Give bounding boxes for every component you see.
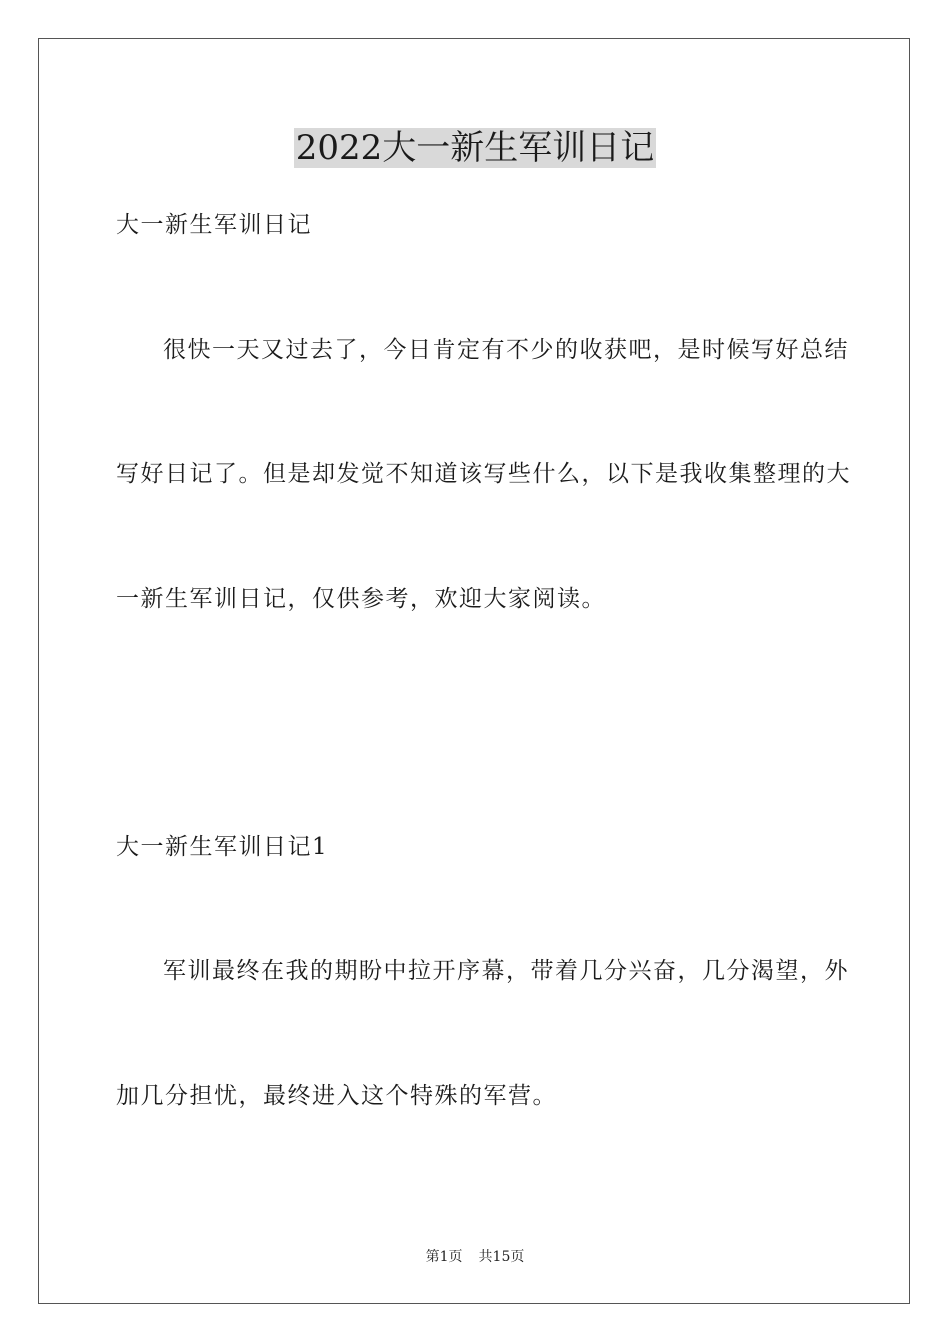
page-footer [0, 1247, 950, 1267]
paragraph-line: 很快一天又过去了，今日肯定有不少的收获吧，是时候写好总结 [163, 337, 849, 363]
paragraph-line: 写好日记了。但是却发觉不知道该写些什么，以下是我收集整理的大 [116, 461, 851, 487]
section-heading: 大一新生军训日记 [116, 212, 312, 238]
document-title [0, 126, 950, 170]
paragraph-line: 加几分担忧，最终进入这个特殊的军营。 [116, 1083, 557, 1109]
paragraph-line: 一新生军训日记，仅供参考，欢迎大家阅读。 [116, 586, 606, 612]
section-heading: 大一新生军训日记1 [116, 834, 329, 860]
document-title-text: 2022大一新生军训日记 [295, 128, 655, 168]
page-number: 第1页 [425, 1249, 463, 1265]
paragraph-line: 军训最终在我的期盼中拉开序幕，带着几分兴奋，几分渴望，外 [163, 958, 849, 984]
page-total: 共15页 [478, 1249, 525, 1265]
